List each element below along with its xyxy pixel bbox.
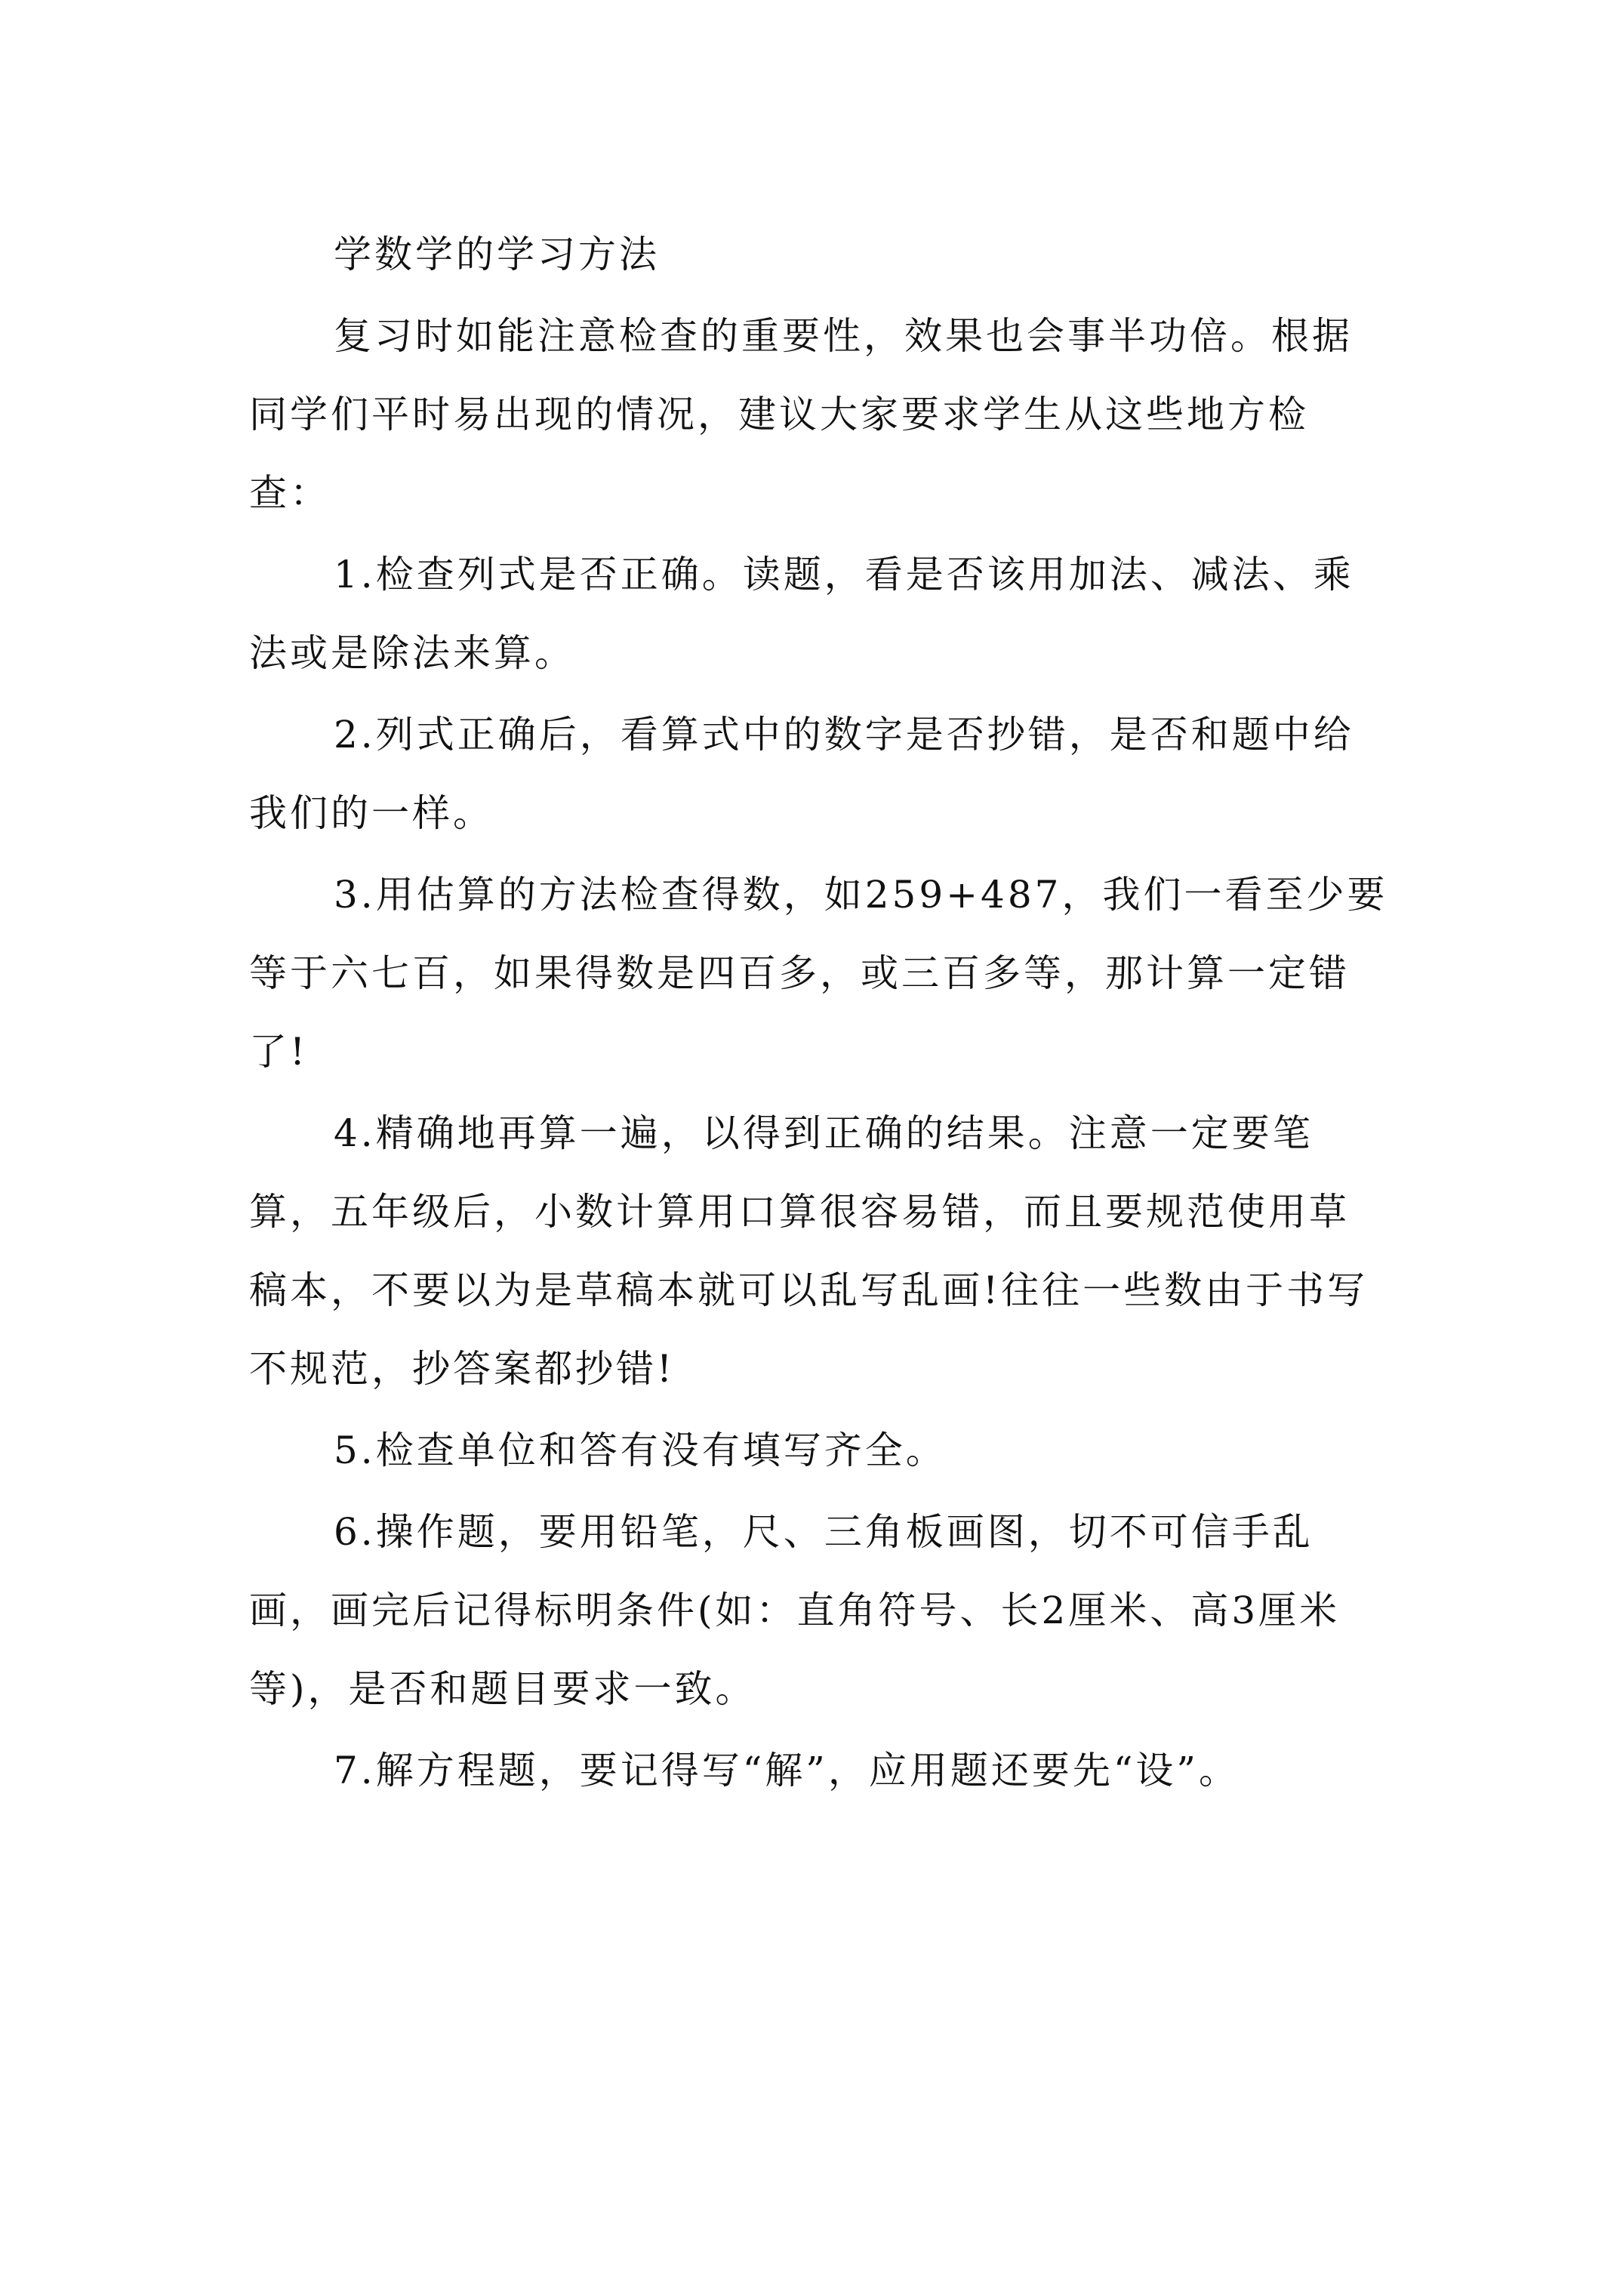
intro-paragraph: 复习时如能注意检查的重要性，效果也会事半功倍。根据同学们平时易出现的情况，建议大家要求学生从这些地方检查：: [249, 314, 1353, 515]
list-item: 1.检查列式是否正确。读题，看是否该用加法、减法、乘法或是除法来算。: [249, 553, 1354, 675]
list-item: 6.操作题，要用铅笔，尺、三角板画图，切不可信手乱画，画完后记得标明条件(如：直角符号、长2厘米、高3厘米等)，是否和题目要求一致。: [249, 1510, 1341, 1711]
document-title: 学数学的学习方法: [334, 233, 660, 276]
document-body: [249, 215, 1389, 1813]
list-item: 4.精确地再算一遍，以得到正确的结果。注意一定要笔算，五年级后，小数计算用口算很容易错，而且要规范使用草稿本，不要以为是草稿本就可以乱写乱画!往往一些数由于书写不规范，抄答案都抄错!: [249, 1111, 1369, 1391]
list-item: 2.列式正确后，看算式中的数字是否抄错，是否和题中给我们的一样。: [249, 713, 1354, 835]
list-item: 5.检查单位和答有没有填写齐全。: [334, 1428, 947, 1472]
list-item: 7.解方程题，要记得写“解”，应用题还要先“设”。: [334, 1749, 1240, 1792]
list-item: 3.用估算的方法检查得数，如259+487，我们一看至少要等于六七百，如果得数是四百多，或三百多等，那计算一定错了!: [249, 873, 1388, 1074]
